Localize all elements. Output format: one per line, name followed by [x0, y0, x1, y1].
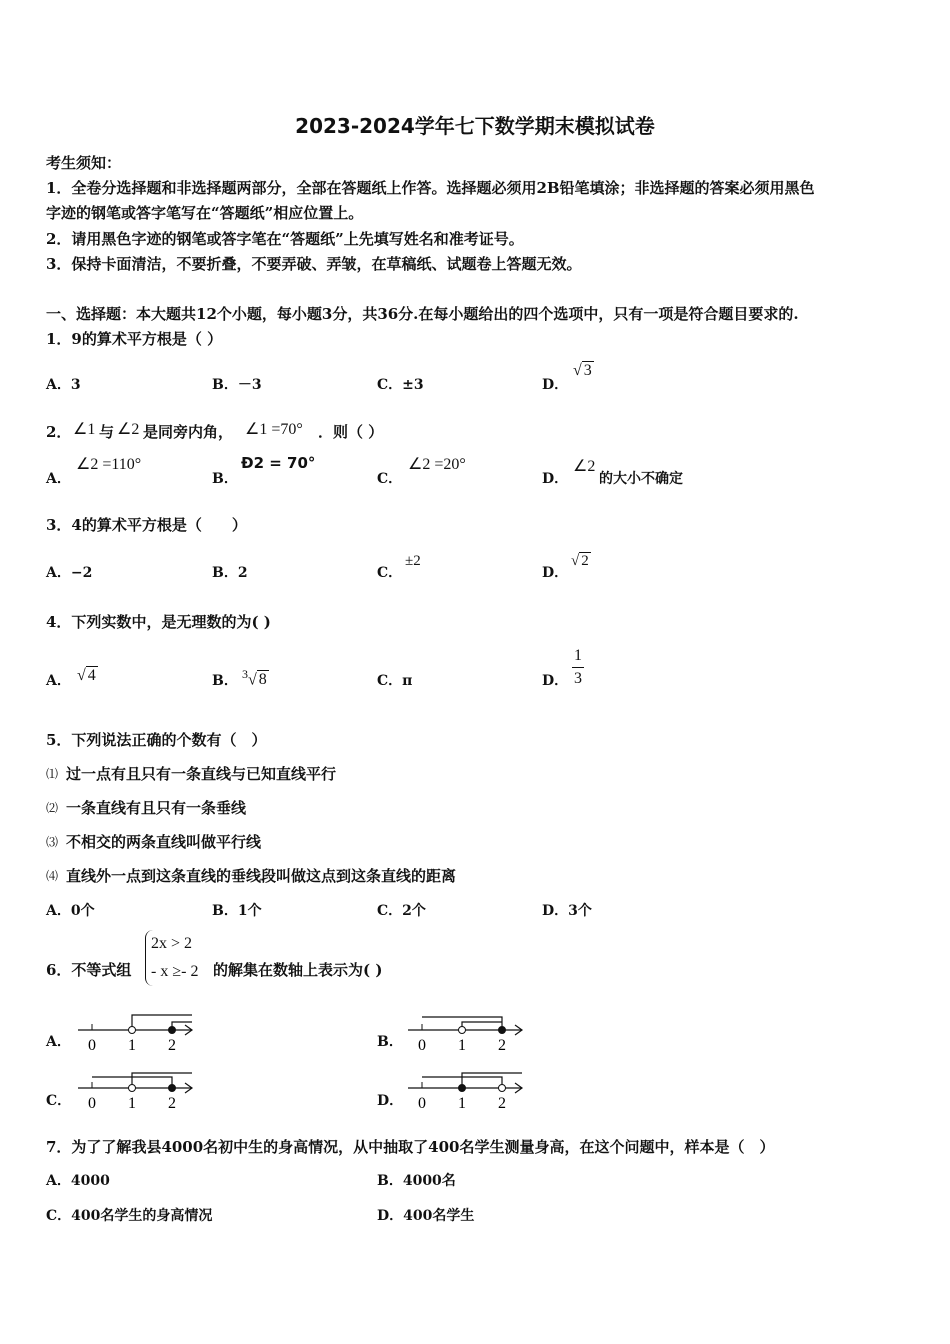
q4-stem: 4．下列实数中，是无理数的为( ): [46, 613, 271, 631]
q7-option-a: A．4000: [46, 1173, 110, 1189]
q4-d-numerator: 1: [572, 645, 584, 668]
q2-option-b-math: Ð2 = 70°: [241, 454, 316, 472]
q5-s1-num: ⑴: [46, 767, 59, 781]
q2-option-a-label: A．: [46, 471, 71, 487]
q5-option-b: B．1个: [212, 903, 262, 919]
q6-stem-pre: 6．不等式组: [46, 961, 132, 979]
q7-stem: 7．为了了解我县4000名初中生的身高情况，从中抽取了400名学生测量身高，在这个问题中，样本是（ ）: [46, 1138, 775, 1156]
q1-stem: 1．9的算术平方根是（ ）: [46, 330, 223, 348]
q3-stem: 3．4的算术平方根是（ ）: [46, 516, 247, 534]
q1-option-a: A．3: [46, 377, 81, 393]
q4-option-b-label: B．: [212, 673, 238, 689]
tick-label-0: 0: [88, 1037, 96, 1054]
q5-option-a: A．0个: [46, 903, 95, 919]
q6-inequality-system: [145, 930, 198, 986]
q2-num: 2．: [46, 423, 72, 441]
notice-line-1b: 字迹的钢笔或答字笔写在“答题纸”相应位置上。: [46, 204, 364, 222]
q7-option-c: C．400名学生的身高情况: [46, 1208, 213, 1224]
q7-option-b: B．4000名: [377, 1173, 456, 1189]
tick-label-1: 1: [128, 1095, 136, 1112]
tick-label-2: 2: [168, 1037, 176, 1054]
q3-option-c-math: ±2: [405, 553, 421, 569]
tick-label-2: 2: [498, 1095, 506, 1112]
q5-option-d: D．3个: [542, 903, 592, 919]
q6-option-b-label: B．: [377, 1034, 403, 1050]
q4-option-d-label: D．: [542, 673, 569, 689]
q5-statement-3: 不相交的两条直线叫做平行线: [66, 833, 262, 851]
q6-option-d-label: D．: [377, 1093, 404, 1109]
q6-number-line-a[interactable]: [74, 1010, 204, 1055]
q2-angle1: ∠1: [73, 421, 96, 438]
q6-number-line-c[interactable]: [74, 1068, 204, 1113]
q6-stem-post: 的解集在数轴上表示为( ): [213, 961, 383, 979]
q3-option-d-label: D．: [542, 565, 569, 581]
q3-option-a: A．−2: [46, 565, 93, 581]
q2-stem-mid: 是同旁内角，: [143, 423, 234, 441]
q2-given: ∠1 =70°: [245, 421, 303, 438]
q7-option-d: D．400名学生: [377, 1208, 475, 1224]
q6-number-line-b[interactable]: [404, 1010, 534, 1055]
q5-option-c: C．2个: [377, 903, 426, 919]
tick-label-1: 1: [128, 1037, 136, 1054]
tick-label-2: 2: [498, 1037, 506, 1054]
q6-number-line-d[interactable]: [404, 1068, 534, 1113]
q4-option-c: C．π: [377, 673, 413, 689]
notice-line-2: 2．请用黑色字迹的钢笔或答字笔在“答题纸”上先填写姓名和准考证号。: [46, 230, 524, 248]
q1-option-c: C．±3: [377, 377, 424, 393]
notice-heading: 考生须知：: [46, 154, 122, 172]
q6-option-c-label: C．: [46, 1093, 72, 1109]
q5-s3-num: ⑶: [46, 835, 59, 849]
q2-option-c-math: ∠2 =20°: [408, 456, 466, 473]
tick-label-1: 1: [458, 1037, 466, 1054]
tick-label-0: 0: [418, 1095, 426, 1112]
q4-option-a-math: √ 4: [77, 667, 96, 684]
q1-option-d-math: √ 3: [573, 362, 592, 379]
q1-option-b: B．－3: [212, 377, 262, 393]
q5-s2-num: ⑵: [46, 801, 59, 815]
section-heading: 一、选择题：本大题共12个小题，每小题3分，共36分.在每小题给出的四个选项中，只有一项是符合题目要求的.: [46, 305, 799, 323]
q2-angle2: ∠2: [117, 421, 140, 438]
tick-label-2: 2: [168, 1095, 176, 1112]
tick-label-1: 1: [458, 1095, 466, 1112]
q4-d-denominator: 3: [574, 670, 582, 687]
q6-option-a-label: A．: [46, 1034, 71, 1050]
q5-statement-4: 直线外一点到这条直线的垂线段叫做这点到这条直线的距离: [66, 867, 457, 885]
page-title: 2023-2024学年七下数学期末模拟试卷: [295, 114, 655, 138]
tick-label-0: 0: [418, 1037, 426, 1054]
q4-option-b-math: $^3$√ 8: [242, 667, 267, 689]
q5-statement-1: 过一点有且只有一条直线与已知直线平行: [66, 765, 337, 783]
q6-inequality-1: 2x > 2: [151, 935, 193, 952]
notice-line-3: 3．保持卡面清洁，不要折叠，不要弄破、弄皱，在草稿纸、试题卷上答题无效。: [46, 255, 582, 273]
q5-s4-num: ⑷: [46, 869, 59, 883]
q4-option-a-label: A．: [46, 673, 71, 689]
q3-option-c-label: C．: [377, 565, 403, 581]
q2-option-a-math: ∠2 =110°: [76, 456, 142, 473]
q2-option-d-math: ∠2: [573, 458, 596, 475]
q2-option-c-label: C．: [377, 471, 403, 487]
q5-statement-2: 一条直线有且只有一条垂线: [66, 799, 247, 817]
tick-label-0: 0: [88, 1095, 96, 1112]
q6-inequality-2: - x ≥- 2: [151, 963, 199, 980]
q3-option-d-math: √ 2: [571, 553, 589, 569]
q2-option-d-text: 的大小不确定: [599, 471, 683, 487]
q2-option-d-label: D．: [542, 471, 569, 487]
notice-line-1a: 1．全卷分选择题和非选择题两部分，全部在答题纸上作答。选择题必须用2B铅笔填涂；非选择题的答案必须用黑色: [46, 179, 815, 197]
q2-yu: 与: [99, 423, 115, 441]
q2-stem-end: ．则（ ）: [318, 423, 384, 441]
q5-stem: 5．下列说法正确的个数有（ ）: [46, 731, 267, 749]
q2-option-b-label: B．: [212, 471, 238, 487]
q3-option-b: B．2: [212, 565, 248, 581]
q4-option-d-fraction: [572, 645, 584, 690]
q1-option-d-label: D．: [542, 377, 569, 393]
